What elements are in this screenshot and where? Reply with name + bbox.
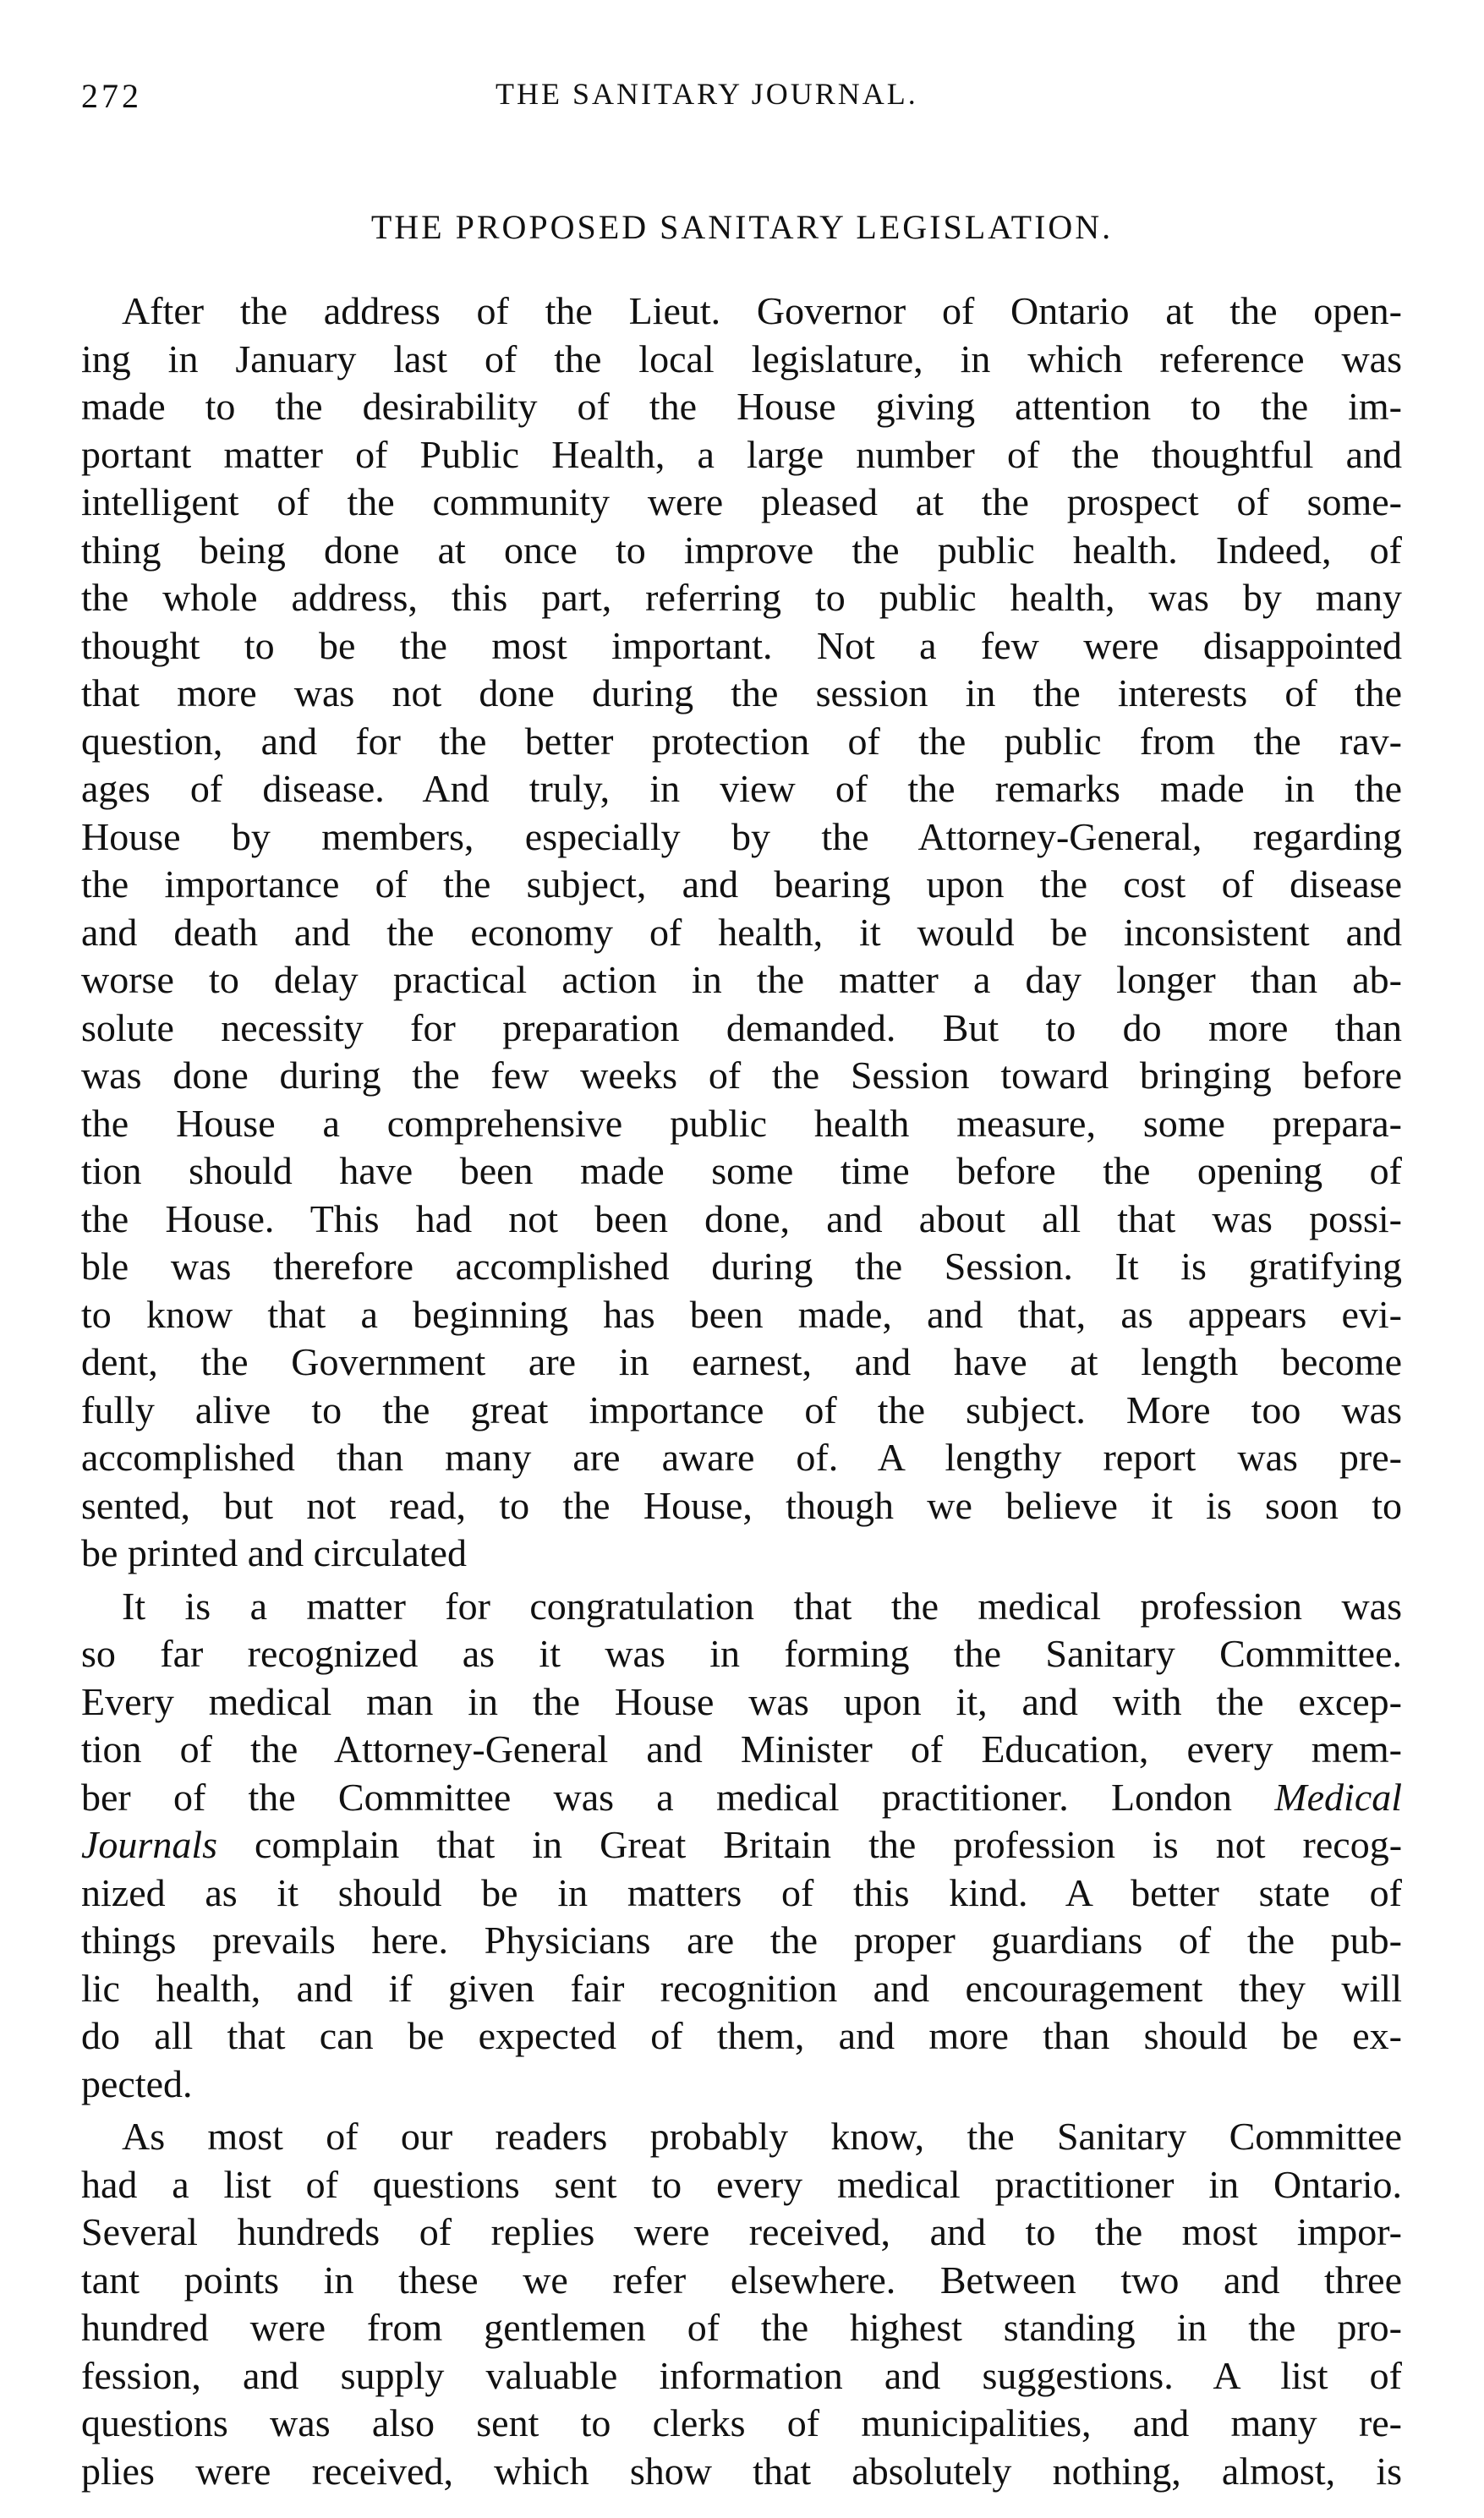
text-line-with-italic bbox=[81, 1774, 1402, 1822]
text-line: ing in January last of the local legislature, in which reference was bbox=[81, 337, 1402, 380]
text-line: to know that a beginning has been made, and that, as appears evi- bbox=[81, 1292, 1402, 1336]
article-body bbox=[81, 287, 1402, 2500]
page-number: 272 bbox=[81, 77, 142, 115]
text-line: intelligent of the community were pleased at the prospect of some- bbox=[81, 480, 1402, 523]
text-line: was done during the few weeks of the Session toward bringing before bbox=[81, 1054, 1402, 1097]
text-line: dent, the Government are in earnest, and have at length become bbox=[81, 1340, 1402, 1383]
text-line: be printed and circulated bbox=[81, 1531, 467, 1574]
text-line: hundred were from gentlemen of the highest standing in the pro- bbox=[81, 2306, 1402, 2349]
text-line: the importance of the subject, and bearing upon the cost of disease bbox=[81, 862, 1402, 906]
text-line: solute necessity for preparation demanded. But to do more than bbox=[81, 1005, 1402, 1049]
text-line: the whole address, this part, referring to public health, was by many bbox=[81, 576, 1402, 619]
text-line: tant points in these we refer elsewhere. Between two and three bbox=[81, 2258, 1402, 2302]
article-title: THE PROPOSED SANITARY LEGISLATION. bbox=[370, 208, 1114, 246]
text-line: and death and the economy of health, it would be inconsistent and bbox=[81, 910, 1402, 954]
text-line: accomplished than many are aware of. A lengthy report was pre- bbox=[81, 1436, 1402, 1479]
text-line: had a list of questions sent to every medical practitioner in Ontario. bbox=[81, 2162, 1402, 2206]
text-line: Several hundreds of replies were received, and to the most impor- bbox=[81, 2210, 1402, 2253]
text-line: nized as it should be in matters of this kind. A better state of bbox=[81, 1870, 1402, 1914]
text-line: questions was also sent to clerks of municipalities, and many re- bbox=[81, 2401, 1402, 2444]
text-line: the House a comprehensive public health measure, some prepara- bbox=[81, 1101, 1402, 1145]
text-line-with-italic bbox=[81, 1821, 1402, 1869]
text-line: worse to delay practical action in the matter a day longer than ab- bbox=[81, 958, 1402, 1001]
paragraph-3 bbox=[81, 2113, 1402, 2495]
text-line: As most of our readers probably know, the Sanitary Committee bbox=[122, 2115, 1402, 2158]
text-line: It is a matter for congratulation that the medical profession was bbox=[122, 1584, 1402, 1628]
text-line: tion of the Attorney-General and Minister of Education, every mem- bbox=[81, 1727, 1402, 1771]
paragraph-1 bbox=[81, 287, 1402, 1578]
text-line: the House. This had not been done, and about all that was possi- bbox=[81, 1196, 1402, 1240]
text-line: made to the desirability of the House giving attention to the im- bbox=[81, 385, 1402, 428]
running-head bbox=[81, 76, 1434, 127]
text-line: ble was therefore accomplished during the Session. It is gratifying bbox=[81, 1245, 1402, 1288]
text-run: complain that in Great Britain the profession is not recog- bbox=[255, 1823, 1402, 1866]
text-line: lic health, and if given fair recognition and encouragement they will bbox=[81, 1966, 1402, 2010]
text-line: After the address of the Lieut. Governor of Ontario at the open- bbox=[122, 289, 1402, 332]
text-line: tion should have been made some time before the opening of bbox=[81, 1149, 1402, 1192]
text-line: so far recognized as it was in forming the Sanitary Committee. bbox=[81, 1632, 1402, 1675]
text-line: plies were received, which show that absolutely nothing, almost, is bbox=[81, 2449, 1402, 2493]
text-line: fession, and supply valuable information and suggestions. A list of bbox=[81, 2353, 1402, 2397]
text-line: that more was not done during the session in the interests of the bbox=[81, 671, 1402, 714]
text-line: sented, but not read, to the House, though we believe it is soon to bbox=[81, 1483, 1402, 1527]
text-line: do all that can be expected of them, and more than should be ex- bbox=[81, 2014, 1402, 2057]
text-line: Every medical man in the House was upon it, and with the excep- bbox=[81, 1679, 1402, 1723]
italic-word: Journals bbox=[81, 1823, 217, 1866]
text-line: thought to be the most important. Not a few were disappointed bbox=[81, 623, 1402, 667]
text-line: thing being done at once to improve the public health. Indeed, of bbox=[81, 528, 1402, 572]
text-line: question, and for the better protection of the public from the rav- bbox=[81, 719, 1402, 763]
text-line: House by members, especially by the Attorney-General, regarding bbox=[81, 814, 1402, 858]
text-run: ber of the Committee was a medical practitioner. London bbox=[81, 1775, 1233, 1819]
text-line: ages of disease. And truly, in view of the remarks made in the bbox=[81, 767, 1402, 810]
text-line: fully alive to the great importance of the subject. More too was bbox=[81, 1388, 1402, 1431]
paragraph-2 bbox=[81, 1583, 1402, 2109]
text-line: things prevails here. Physicians are the proper guardians of the pub- bbox=[81, 1919, 1402, 1962]
text-line: portant matter of Public Health, a large number of the thoughtful and bbox=[81, 432, 1402, 476]
journal-title: THE SANITARY JOURNAL. bbox=[496, 77, 918, 111]
text-line: pected. bbox=[81, 2061, 193, 2105]
italic-word: Medical bbox=[1274, 1775, 1402, 1819]
